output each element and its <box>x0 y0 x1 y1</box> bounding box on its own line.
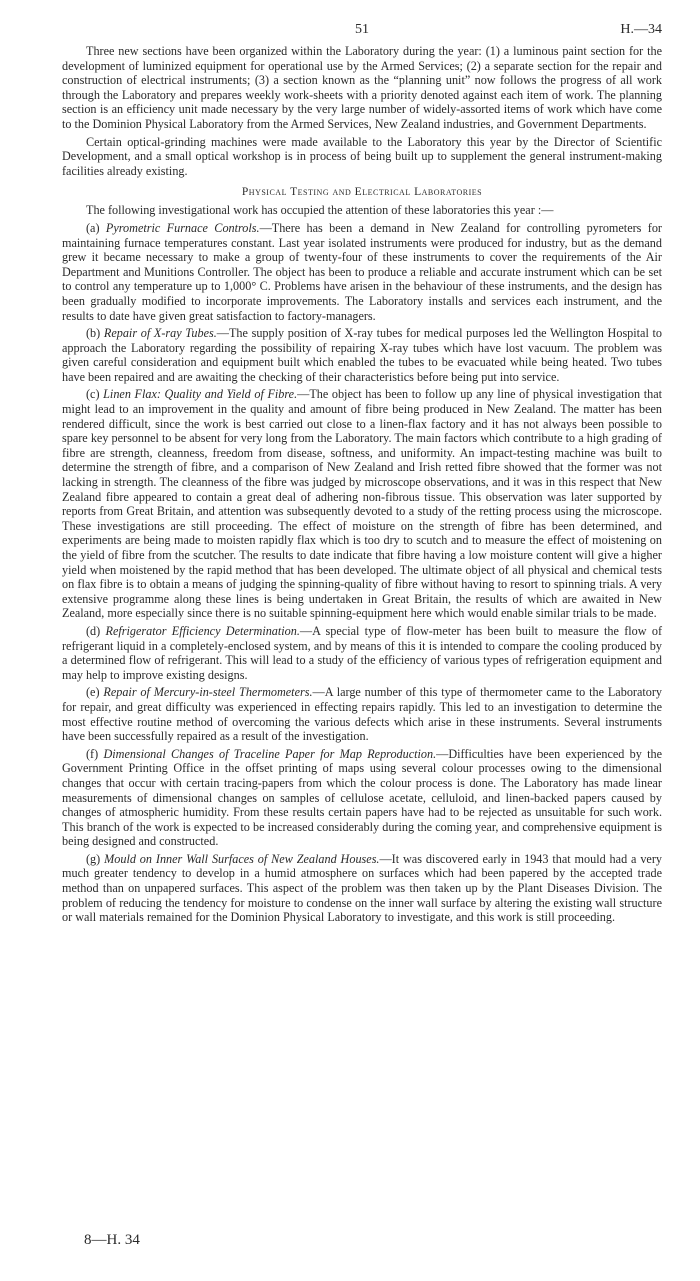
section-intro: The following investigational work has occupied the attention of these laboratories this year :— <box>86 203 554 218</box>
item-d <box>62 624 662 682</box>
page-number: 51 <box>355 22 369 37</box>
item-title: Repair of X-ray Tubes. <box>103 326 217 341</box>
item-f <box>62 747 662 849</box>
item-b <box>62 326 662 384</box>
item-text: —There has been a demand in New Zealand for controlling pyrometers for maintaining furnace temperatures constant. Last year isolated instruments were produced for industry, but as the demand grew it became necessary to make a group of twenty-four of these instruments to cover the requirements of the Air Department and Munitions Controller. The object has been to produce a reliable and accurate instrument which can be set to control any temperature up to 1,000° C. Problems have arisen in the behaviour of these instruments, and the design has been gradually modified to incorporate improvements. The Laboratory installs and services each instrument, and the results to date have given great satisfaction to factory-managers. <box>62 220 662 323</box>
item-title: Pyrometric Furnace Controls. <box>105 220 260 235</box>
item-text: —The supply position of X-ray tubes for medical purposes led the Wellington Hospital to approach the Laboratory regarding the possibility of repairing X-ray tubes which have lost vacuum. The problem was given careful consideration and equipment built which enabled the tubes to be evacuated while being heated. Two tubes have been repaired and are awaiting the checking of their characteristics before being put into service. <box>62 326 662 384</box>
item-a <box>62 221 662 323</box>
item-title: Mould on Inner Wall Surfaces of New Zealand Houses. <box>104 851 380 866</box>
item-e <box>62 685 662 743</box>
item-marker: (e) <box>86 685 100 700</box>
body-text <box>62 44 662 925</box>
item-text: —It was discovered early in 1943 that mould had a very much greater tendency to develop in a humid atmosphere on surfaces which had been papered by the accepted trade method than on unpapered surfaces. This aspect of the problem was then taken up by the Plant Diseases Division. The problem of reducing the tendency for moisture to condense on the inner wall surface by altering the existing wall structure or wall materials remained for the Dominion Physical Laboratory to investigate, and this work is still proceeding. <box>62 851 662 925</box>
item-text: —A large number of this type of thermometer came to the Laboratory for repair, and great difficulty was experienced in effecting repairs rapidly. This led to an investigation to determine the most effective routine method of overcoming the various defects which arise in these instruments. Several instruments have been successfully repaired as a result of the investigation. <box>62 685 663 744</box>
item-marker: (c) <box>86 387 100 402</box>
item-title: Repair of Mercury-in-steel Thermometers. <box>103 685 313 700</box>
section-heading: Physical Testing and Electrical Laboratories <box>241 186 483 199</box>
page-header <box>62 22 662 44</box>
item-marker: (g) <box>86 851 101 866</box>
item-text: —Difficulties have been experienced by the Government Printing Office in the offset printing of maps using several colour processes owing to the dimensional changes that occur with certain tracing-papers from which the colour process is done. The Laboratory has made linear measurements of dimensional changes on samples of cellulose acetate, celluloid, and linen-backed papers caused by changes of atmospheric humidity. From these results certain papers have had to be rejected as unsuitable for such work. This branch of the work is expected to be increased considerably during the coming year, and comprehensive equipment is being designed and constructed. <box>62 746 662 849</box>
item-marker: (f) <box>86 746 99 761</box>
item-title: Refrigerator Efficiency Determination. <box>105 623 300 638</box>
item-marker: (d) <box>86 623 101 638</box>
item-c <box>62 387 662 621</box>
item-text: —The object has been to follow up any line of physical investigation that might lead to an improvement in the quality and amount of fibre being produced in New Zealand. The matter has been rendered difficult, since the work is best carried out close to a linen-flax factory and it has not always been possible to spare key personnel to be absent for very long from the Laboratory. The main factors which contribute to a high grading of fibre are strength, cleanness, freedom from disease, softness, and uniformity. An impact-testing machine was built to determine the strength of fibre, and a comparison of New Zealand and Irish retted fibre showed that the former was not lacking in strength. The cleanness of the fibre was judged by microscope observations, and it was in this respect that New Zealand fibre appeared to contain a great deal of adhering non-fibrous tissue. This observation was later supported by reports from Great Britain, and attention was subsequently devoted to a study of the retting process using the microscope. These investigations are still proceeding. The effect of moisture on the strength of fibre has been determined, and experiments are being made to moisten rapidly flax which is too dry to scutch and to measure the effect of moistening on the yield of fibre from the scutcher. The results to date indicate that fibre having a low moisture content will give a higher yield when moistened by the rapid method that has been developed. The ultimate object of all physical and chemical tests on flax fibre is to obtain a means of judging the spinning-quality of fibre without having to resort to spinning trials. A very extensive programme along these lines is being undertaken in Great Britain, the results of which are awaited in New Zealand, more especially since there is no suitable spinning-equipment here which would enable similar trials to be made. <box>62 387 663 621</box>
intro-paragraph-1: Three new sections have been organized within the Laboratory during the year: (1) a luminous paint section for the development of luminized equipment for operational use by the Armed Services; (2) a separate section for the repair and construction of electrical instruments; (3) a section known as the “planning unit” now follows the progress of all work through the Laboratory and prepares weekly work-sheets with a priority denoted against each item of work. The planning section is an efficiency unit made necessary by the very large number of widely-assorted items of work which have come to the Dominion Physical Laboratory from the Armed Services, New Zealand industries, and Government Departments. <box>62 44 662 131</box>
item-marker: (a) <box>86 220 100 235</box>
item-title: Dimensional Changes of Traceline Paper for Map Reproduction. <box>103 746 437 761</box>
item-marker: (b) <box>86 326 101 341</box>
item-text: —A special type of flow-meter has been built to measure the flow of refrigerant liquid in a completely-enclosed system, and by means of this it is intended to compare the cooling produced by a determined flow of refrigerant. This will lead to a study of the efficiency of various types of refrigeration equipment and may help to improve existing designs. <box>62 623 663 682</box>
document-reference: H.—34 <box>620 22 662 37</box>
page-footer-signature: 8—H. 34 <box>84 1232 140 1248</box>
item-title: Linen Flax: Quality and Yield of Fibre. <box>103 387 298 402</box>
item-g <box>62 852 662 925</box>
intro-paragraph-2: Certain optical-grinding machines were made available to the Laboratory this year by the Director of Scientific Development, and a small optical workshop is in process of being built up to supplement the general instrument-making facilities already existing. <box>62 134 662 178</box>
